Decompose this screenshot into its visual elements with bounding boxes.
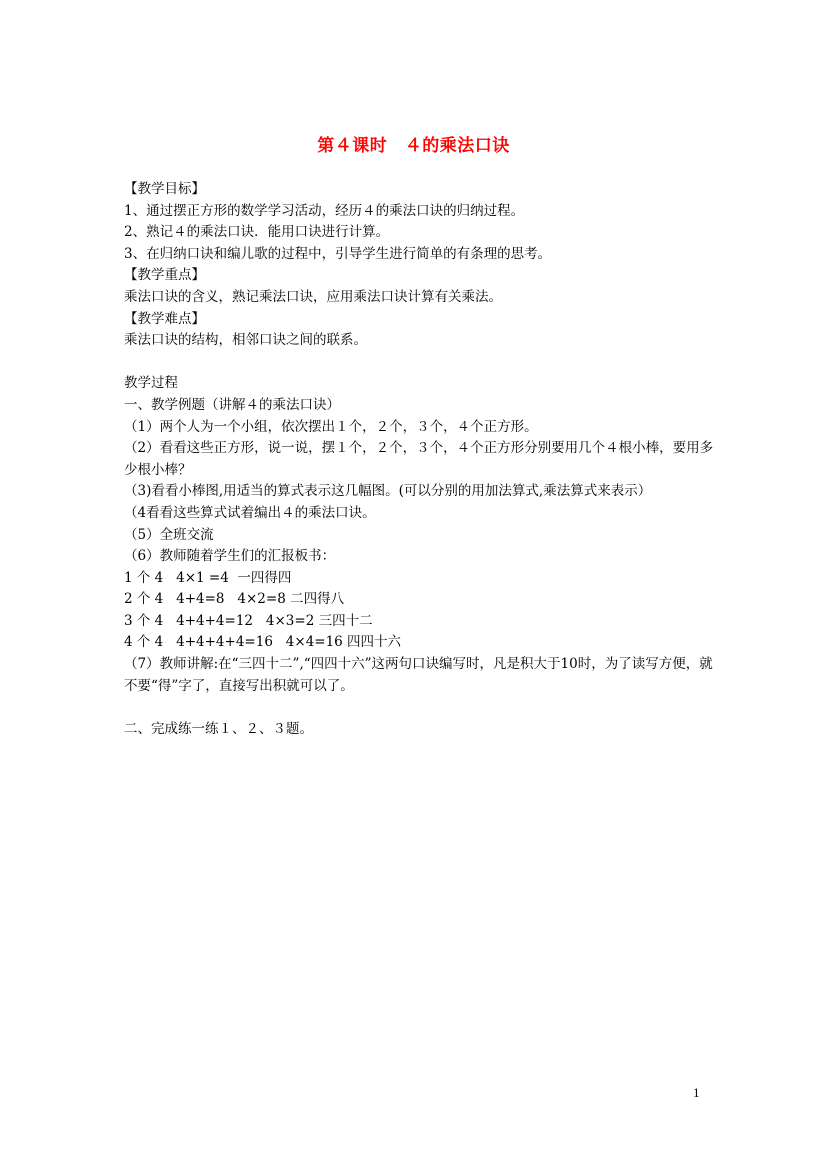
difficulties-heading: 【教学难点】: [124, 310, 205, 327]
page-number: 1: [693, 1085, 700, 1100]
step-item: （4看看这些算式试着编出４的乘法口诀。: [124, 504, 376, 521]
difficulties-text: 乘法口诀的结构，相邻口诀之间的联系。: [124, 332, 367, 349]
key-points-text: 乘法口诀的含义，熟记乘法口诀，应用乘法口诀计算有关乘法。: [124, 288, 502, 305]
part1-heading: 一、教学例题（讲解４的乘法口诀）: [124, 396, 340, 413]
key-points-heading: 【教学重点】: [124, 267, 205, 284]
page-title: 第４课时 ４的乘法口诀: [317, 136, 510, 156]
step-item: （2）看看这些正方形，说一说，摆１个，２个，３个，４个正方形分别要用几个４根小棒，要用多少根小棒？: [124, 440, 714, 478]
objective-item: 2、熟记４的乘法口诀．能用口诀进行计算。: [124, 224, 390, 241]
board-line: 1 个 4 4×1 =4 一四得四: [124, 569, 292, 586]
objective-item: 1、通过摆正方形的数学学习活动，经历４的乘法口诀的归纳过程。: [124, 202, 525, 219]
step-item: （6）教师随着学生们的汇报板书：: [124, 548, 336, 565]
objective-item: 3、在归纳口诀和编儿歌的过程中，引导学生进行简单的有条理的思考。: [124, 245, 552, 262]
step-item: （7）教师讲解:在“三四十二”,“四四十六”这两句口诀编写时，凡是积大于10时，为了读写方便，就不要“得”字了，直接写出积就可以了。: [124, 656, 713, 694]
spacer: [124, 352, 714, 374]
board-line: 3 个 4 4+4+4=12 4×3=2 三四十二: [124, 612, 373, 629]
board-line: 2 个 4 4+4=8 4×2=8 二四得八: [124, 591, 345, 608]
board-line: 4 个 4 4+4+4+4=16 4×4=16 四四十六: [124, 634, 402, 651]
spacer: [124, 697, 714, 719]
process-heading: 教学过程: [124, 375, 178, 392]
document-body: [124, 179, 714, 740]
step-item: （5）全班交流: [124, 526, 214, 543]
part2-text: 二、完成练一练１、２、３题。: [124, 720, 313, 737]
objectives-heading: 【教学目标】: [124, 181, 205, 197]
step-item: （1）两个人为一个小组，依次摆出１个，２个，３个，４个正方形。: [124, 418, 538, 435]
step-item: （3)看看小棒图,用适当的算式表示这几幅图。(可以分别的用加法算式,乘法算式来表示）: [124, 483, 652, 500]
